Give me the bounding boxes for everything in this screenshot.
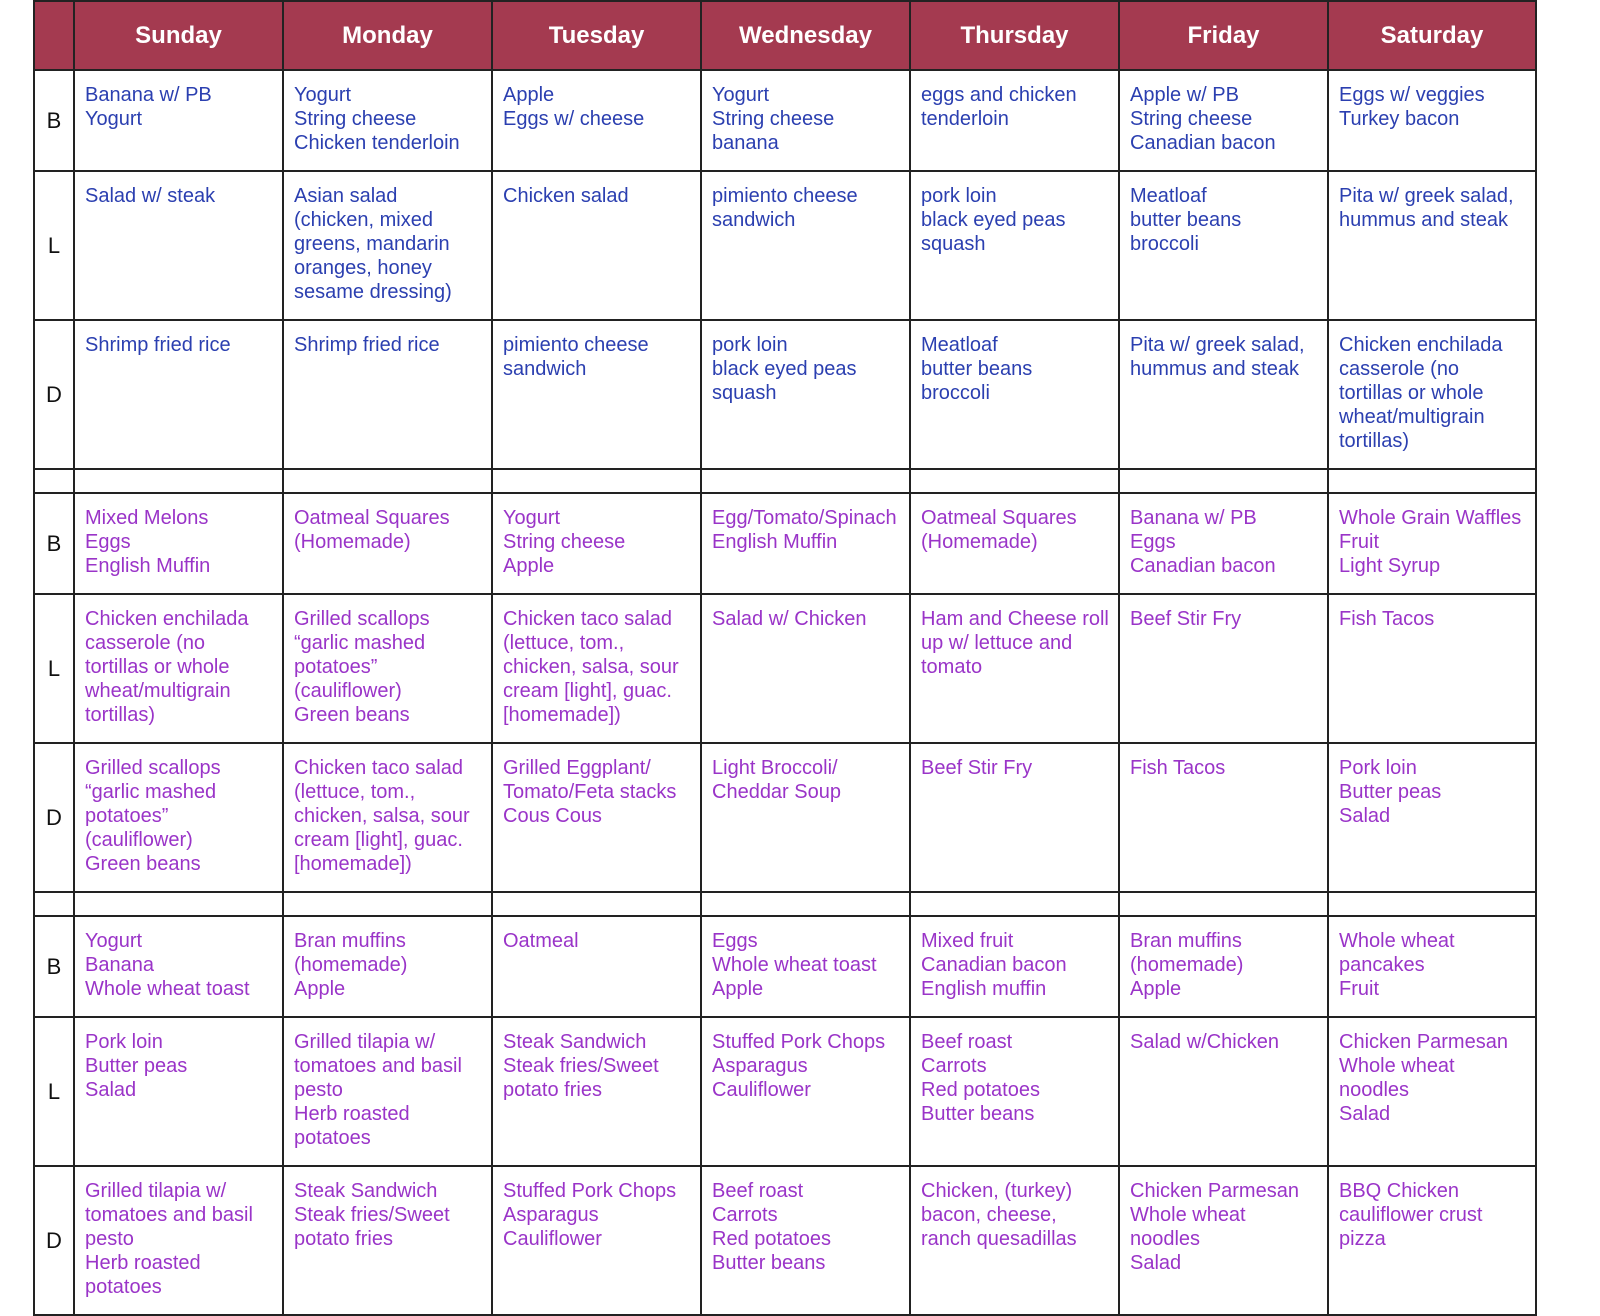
spacer-cell xyxy=(910,469,1119,493)
meal-label: L xyxy=(34,1017,74,1166)
meal-cell-friday: Fish Tacos xyxy=(1119,743,1328,892)
day-header-friday: Friday xyxy=(1119,1,1328,70)
meal-cell-sunday: Grilled scallops “garlic mashed potatoes” (cauliflower) Green beans xyxy=(74,743,283,892)
week-spacer-row xyxy=(34,892,1536,916)
meal-cell-thursday: Beef Stir Fry xyxy=(910,743,1119,892)
meal-cell-sunday: Chicken enchilada casserole (no tortillas or whole wheat/multigrain tortillas) xyxy=(74,594,283,743)
meal-cell-saturday: Eggs w/ veggies Turkey bacon xyxy=(1328,70,1536,171)
meal-cell-monday: Oatmeal Squares (Homemade) xyxy=(283,493,492,594)
meal-cell-saturday: Fish Tacos xyxy=(1328,594,1536,743)
meal-cell-wednesday: Stuffed Pork Chops Asparagus Cauliflower xyxy=(701,1017,910,1166)
meal-cell-thursday: pork loin black eyed peas squash xyxy=(910,171,1119,320)
day-header-wednesday: Wednesday xyxy=(701,1,910,70)
meal-label: D xyxy=(34,743,74,892)
week-3-lunch-row xyxy=(34,1017,1536,1166)
spacer-cell xyxy=(492,469,701,493)
day-header-monday: Monday xyxy=(283,1,492,70)
meal-cell-saturday: Whole wheat pancakes Fruit xyxy=(1328,916,1536,1017)
meal-cell-thursday: Chicken, (turkey) bacon, cheese, ranch quesadillas xyxy=(910,1166,1119,1315)
spacer-cell xyxy=(910,892,1119,916)
spacer-cell xyxy=(74,892,283,916)
meal-cell-tuesday: Steak Sandwich Steak fries/Sweet potato fries xyxy=(492,1017,701,1166)
meal-cell-thursday: Mixed fruit Canadian bacon English muffin xyxy=(910,916,1119,1017)
meal-cell-saturday: Pita w/ greek salad, hummus and steak xyxy=(1328,171,1536,320)
meal-cell-monday: Shrimp fried rice xyxy=(283,320,492,469)
spacer-cell xyxy=(34,892,74,916)
meal-cell-friday: Chicken Parmesan Whole wheat noodles Salad xyxy=(1119,1166,1328,1315)
week-2-dinner-row xyxy=(34,743,1536,892)
meal-cell-sunday: Banana w/ PB Yogurt xyxy=(74,70,283,171)
meal-cell-sunday: Grilled tilapia w/ tomatoes and basil pesto Herb roasted potatoes xyxy=(74,1166,283,1315)
meal-cell-wednesday: Eggs Whole wheat toast Apple xyxy=(701,916,910,1017)
week-1-lunch-row xyxy=(34,171,1536,320)
meal-label: D xyxy=(34,1166,74,1315)
meal-cell-monday: Bran muffins (homemade) Apple xyxy=(283,916,492,1017)
meal-cell-monday: Grilled scallops “garlic mashed potatoes” (cauliflower) Green beans xyxy=(283,594,492,743)
meal-cell-thursday: Meatloaf butter beans broccoli xyxy=(910,320,1119,469)
spacer-cell xyxy=(701,892,910,916)
meal-cell-monday: Chicken taco salad (lettuce, tom., chicken, salsa, sour cream [light], guac. [homemade]) xyxy=(283,743,492,892)
meal-cell-tuesday: Chicken salad xyxy=(492,171,701,320)
meal-cell-thursday: Oatmeal Squares (Homemade) xyxy=(910,493,1119,594)
week-1-dinner-row xyxy=(34,320,1536,469)
meal-label: L xyxy=(34,594,74,743)
meal-cell-monday: Yogurt String cheese Chicken tenderloin xyxy=(283,70,492,171)
meal-cell-saturday: Whole Grain Waffles Fruit Light Syrup xyxy=(1328,493,1536,594)
meal-label: L xyxy=(34,171,74,320)
meal-cell-wednesday: Salad w/ Chicken xyxy=(701,594,910,743)
meal-cell-thursday: Ham and Cheese roll up w/ lettuce and tomato xyxy=(910,594,1119,743)
week-1-breakfast-row xyxy=(34,70,1536,171)
meal-cell-friday: Pita w/ greek salad, hummus and steak xyxy=(1119,320,1328,469)
spacer-cell xyxy=(283,892,492,916)
meal-cell-wednesday: Light Broccoli/ Cheddar Soup xyxy=(701,743,910,892)
meal-cell-wednesday: Beef roast Carrots Red potatoes Butter beans xyxy=(701,1166,910,1315)
meal-label: B xyxy=(34,70,74,171)
meal-label: B xyxy=(34,493,74,594)
meal-cell-sunday: Shrimp fried rice xyxy=(74,320,283,469)
meal-cell-friday: Beef Stir Fry xyxy=(1119,594,1328,743)
meal-cell-wednesday: pork loin black eyed peas squash xyxy=(701,320,910,469)
day-header-sunday: Sunday xyxy=(74,1,283,70)
day-header-thursday: Thursday xyxy=(910,1,1119,70)
meal-cell-friday: Banana w/ PB Eggs Canadian bacon xyxy=(1119,493,1328,594)
meal-cell-tuesday: Yogurt String cheese Apple xyxy=(492,493,701,594)
spacer-cell xyxy=(34,469,74,493)
meal-cell-saturday: Chicken Parmesan Whole wheat noodles Salad xyxy=(1328,1017,1536,1166)
spacer-cell xyxy=(1328,892,1536,916)
meal-cell-monday: Grilled tilapia w/ tomatoes and basil pesto Herb roasted potatoes xyxy=(283,1017,492,1166)
meal-cell-sunday: Salad w/ steak xyxy=(74,171,283,320)
meal-cell-friday: Apple w/ PB String cheese Canadian bacon xyxy=(1119,70,1328,171)
meal-cell-thursday: eggs and chicken tenderloin xyxy=(910,70,1119,171)
meal-cell-saturday: BBQ Chicken cauliflower crust pizza xyxy=(1328,1166,1536,1315)
spacer-cell xyxy=(701,469,910,493)
day-header-saturday: Saturday xyxy=(1328,1,1536,70)
meal-cell-friday: Meatloaf butter beans broccoli xyxy=(1119,171,1328,320)
meal-cell-sunday: Pork loin Butter peas Salad xyxy=(74,1017,283,1166)
meal-cell-tuesday: pimiento cheese sandwich xyxy=(492,320,701,469)
week-spacer-row xyxy=(34,469,1536,493)
week-2-lunch-row xyxy=(34,594,1536,743)
meal-cell-saturday: Pork loin Butter peas Salad xyxy=(1328,743,1536,892)
meal-cell-tuesday: Stuffed Pork Chops Asparagus Cauliflower xyxy=(492,1166,701,1315)
header-corner xyxy=(34,1,74,70)
header-row xyxy=(34,1,1536,70)
spacer-cell xyxy=(1119,892,1328,916)
meal-cell-sunday: Mixed Melons Eggs English Muffin xyxy=(74,493,283,594)
spacer-cell xyxy=(74,469,283,493)
meal-cell-monday: Steak Sandwich Steak fries/Sweet potato fries xyxy=(283,1166,492,1315)
week-2-breakfast-row xyxy=(34,493,1536,594)
meal-cell-friday: Salad w/Chicken xyxy=(1119,1017,1328,1166)
meal-cell-wednesday: Yogurt String cheese banana xyxy=(701,70,910,171)
meal-cell-monday: Asian salad (chicken, mixed greens, mandarin oranges, honey sesame dressing) xyxy=(283,171,492,320)
meal-cell-wednesday: Egg/Tomato/Spinach English Muffin xyxy=(701,493,910,594)
spacer-cell xyxy=(492,892,701,916)
meal-cell-sunday: Yogurt Banana Whole wheat toast xyxy=(74,916,283,1017)
week-3-breakfast-row xyxy=(34,916,1536,1017)
week-3-dinner-row xyxy=(34,1166,1536,1315)
spacer-cell xyxy=(1328,469,1536,493)
meal-cell-tuesday: Apple Eggs w/ cheese xyxy=(492,70,701,171)
spacer-cell xyxy=(1119,469,1328,493)
meal-cell-saturday: Chicken enchilada casserole (no tortillas or whole wheat/multigrain tortillas) xyxy=(1328,320,1536,469)
meal-label: D xyxy=(34,320,74,469)
meal-plan-table xyxy=(33,0,1537,1316)
meal-cell-friday: Bran muffins (homemade) Apple xyxy=(1119,916,1328,1017)
meal-label: B xyxy=(34,916,74,1017)
meal-cell-tuesday: Grilled Eggplant/ Tomato/Feta stacks Cous Cous xyxy=(492,743,701,892)
meal-cell-thursday: Beef roast Carrots Red potatoes Butter beans xyxy=(910,1017,1119,1166)
meal-cell-tuesday: Chicken taco salad (lettuce, tom., chicken, salsa, sour cream [light], guac. [homemade]) xyxy=(492,594,701,743)
meal-cell-wednesday: pimiento cheese sandwich xyxy=(701,171,910,320)
meal-cell-tuesday: Oatmeal xyxy=(492,916,701,1017)
meal-table-body xyxy=(34,70,1536,1315)
spacer-cell xyxy=(283,469,492,493)
day-header-tuesday: Tuesday xyxy=(492,1,701,70)
